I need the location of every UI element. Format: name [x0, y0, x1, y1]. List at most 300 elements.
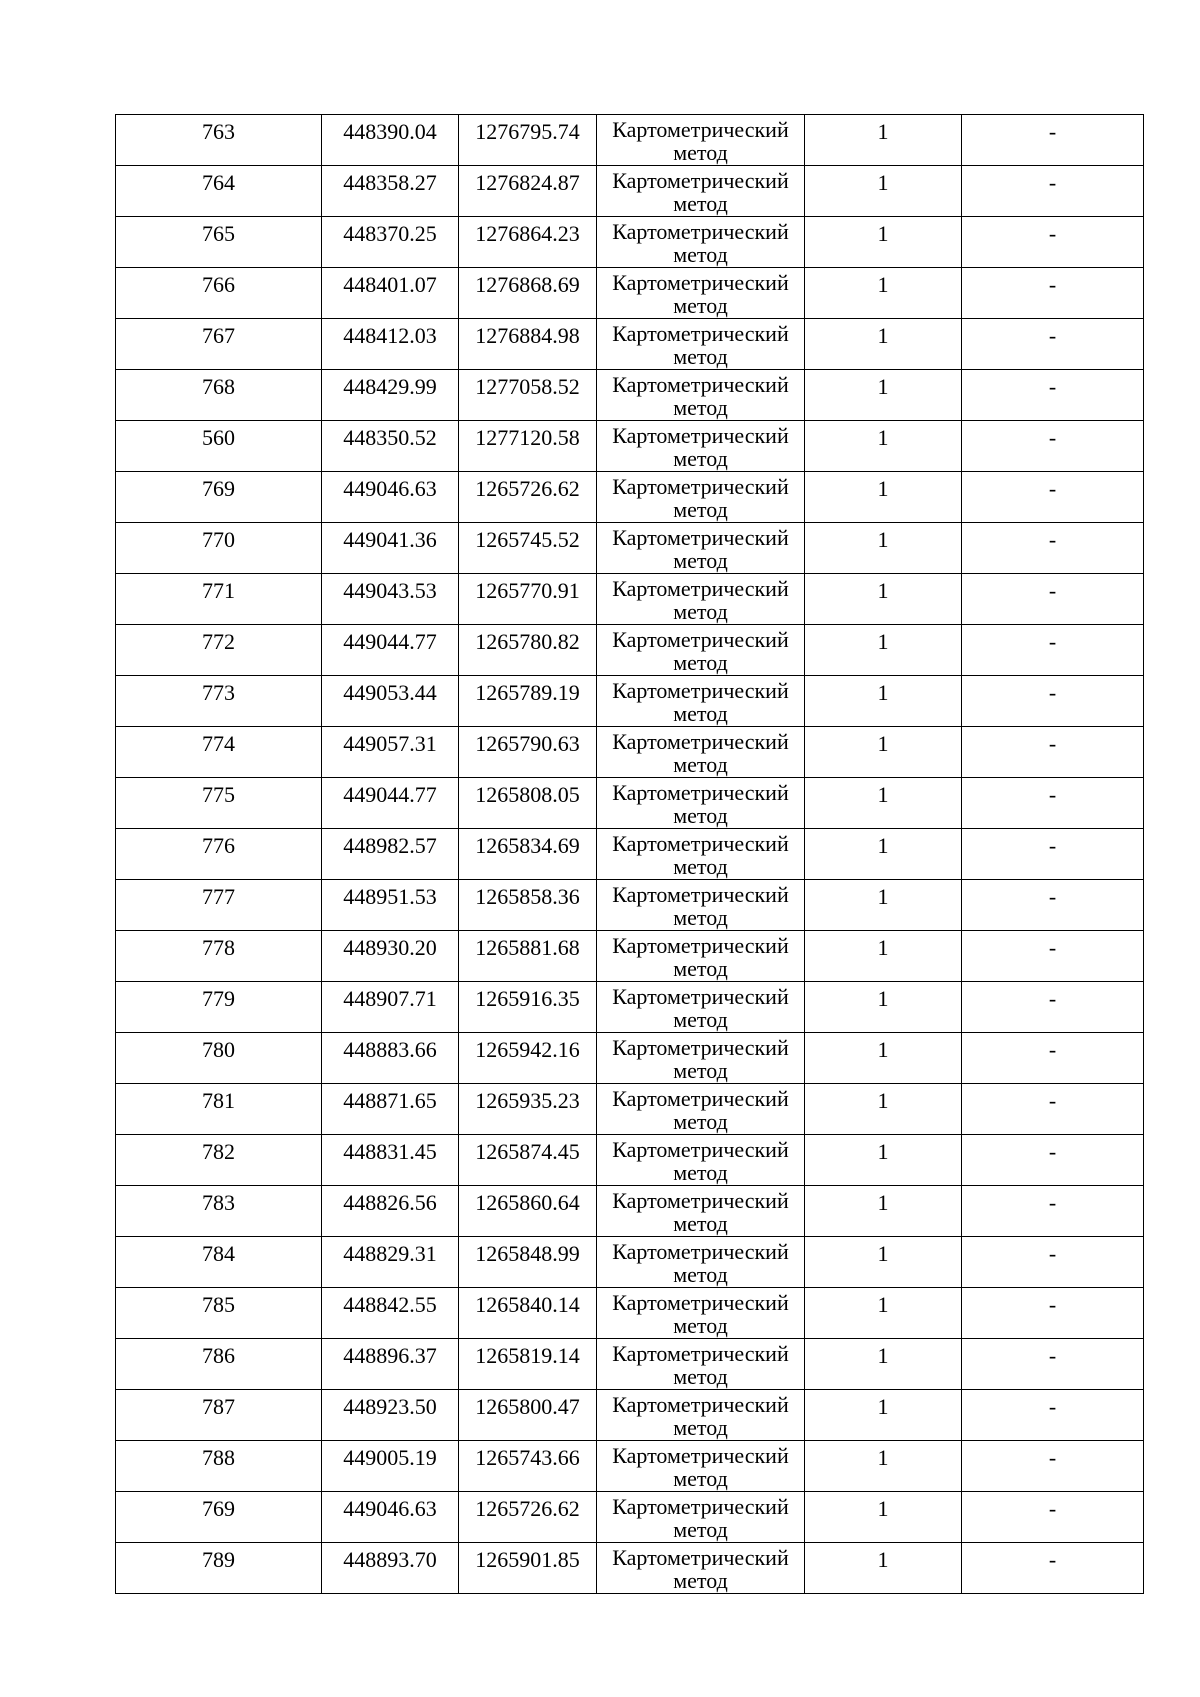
note-cell	[962, 1339, 1144, 1390]
point-number-value: 787	[202, 1394, 235, 1419]
coordinate-y-cell	[459, 1033, 597, 1084]
point-number-cell	[116, 1288, 322, 1339]
point-number-cell	[116, 421, 322, 472]
coordinate-x-value: 448923.50	[343, 1394, 437, 1419]
point-number-cell	[116, 319, 322, 370]
point-number-cell	[116, 1441, 322, 1492]
coordinate-y-value: 1265848.99	[475, 1241, 580, 1266]
accuracy-value: 1	[877, 527, 889, 552]
note-cell	[962, 1237, 1144, 1288]
method-cell	[597, 625, 805, 676]
accuracy-cell	[805, 472, 962, 523]
method-line-1: Картометрический	[612, 1545, 789, 1570]
method-line-1: Картометрический	[612, 525, 789, 550]
method-line-1: Картометрический	[612, 219, 789, 244]
coordinate-y-cell	[459, 574, 597, 625]
method-cell	[597, 523, 805, 574]
note-value: -	[1048, 323, 1057, 348]
point-number-value: 770	[202, 527, 235, 552]
note-cell	[962, 319, 1144, 370]
coordinate-x-cell	[322, 1390, 459, 1441]
note-cell	[962, 1186, 1144, 1237]
method-line-2: метод	[673, 1364, 728, 1389]
method-line-1: Картометрический	[612, 831, 789, 856]
point-number-value: 771	[202, 578, 235, 603]
point-number-value: 783	[202, 1190, 235, 1215]
point-number-cell	[116, 625, 322, 676]
method-text	[597, 268, 804, 317]
point-number-cell	[116, 523, 322, 574]
method-line-1: Картометрический	[612, 1086, 789, 1111]
coordinate-x-cell	[322, 676, 459, 727]
coordinate-x-cell	[322, 1288, 459, 1339]
note-cell	[962, 982, 1144, 1033]
coordinate-x-value: 449057.31	[343, 731, 437, 756]
note-cell	[962, 421, 1144, 472]
accuracy-cell	[805, 421, 962, 472]
table-row	[116, 1084, 1144, 1135]
method-line-2: метод	[673, 1007, 728, 1032]
point-number-cell	[116, 115, 322, 166]
coordinate-x-cell	[322, 217, 459, 268]
accuracy-value: 1	[877, 1496, 889, 1521]
method-line-1: Картометрический	[612, 1035, 789, 1060]
table-row	[116, 523, 1144, 574]
note-value: -	[1048, 425, 1057, 450]
coordinate-x-value: 448951.53	[343, 884, 437, 909]
coordinate-x-value: 448831.45	[343, 1139, 437, 1164]
coordinate-x-value: 448412.03	[343, 323, 437, 348]
method-line-2: метод	[673, 242, 728, 267]
method-line-2: метод	[673, 1415, 728, 1440]
table-row	[116, 931, 1144, 982]
note-value: -	[1048, 1394, 1057, 1419]
method-cell	[597, 115, 805, 166]
coordinate-x-value: 448390.04	[343, 119, 437, 144]
note-cell	[962, 1135, 1144, 1186]
point-number-cell	[116, 931, 322, 982]
note-cell	[962, 1390, 1144, 1441]
method-text	[597, 574, 804, 623]
coordinate-x-cell	[322, 523, 459, 574]
coordinate-x-cell	[322, 319, 459, 370]
method-text	[597, 217, 804, 266]
coordinate-y-cell	[459, 1237, 597, 1288]
accuracy-value: 1	[877, 1394, 889, 1419]
method-text	[597, 676, 804, 725]
accuracy-cell	[805, 1033, 962, 1084]
coordinate-x-value: 448883.66	[343, 1037, 437, 1062]
coordinate-x-value: 449043.53	[343, 578, 437, 603]
method-line-2: метод	[673, 1058, 728, 1083]
coordinate-y-value: 1265858.36	[475, 884, 580, 909]
coordinate-y-cell	[459, 982, 597, 1033]
coordinate-x-value: 448350.52	[343, 425, 437, 450]
coordinate-y-value: 1265789.19	[475, 680, 580, 705]
coordinate-y-value: 1265770.91	[475, 578, 580, 603]
method-line-1: Картометрический	[612, 1137, 789, 1162]
accuracy-cell	[805, 166, 962, 217]
table-row	[116, 472, 1144, 523]
note-value: -	[1048, 1496, 1057, 1521]
method-cell	[597, 1033, 805, 1084]
point-number-cell	[116, 268, 322, 319]
coordinate-y-cell	[459, 931, 597, 982]
method-line-1: Картометрический	[612, 117, 789, 142]
note-value: -	[1048, 680, 1057, 705]
method-text	[597, 1390, 804, 1439]
accuracy-cell	[805, 1390, 962, 1441]
method-cell	[597, 319, 805, 370]
method-line-2: метод	[673, 548, 728, 573]
coordinate-y-value: 1265901.85	[475, 1547, 580, 1572]
accuracy-value: 1	[877, 272, 889, 297]
coordinate-x-cell	[322, 115, 459, 166]
table-row	[116, 1288, 1144, 1339]
accuracy-cell	[805, 370, 962, 421]
method-line-2: метод	[673, 1211, 728, 1236]
point-number-cell	[116, 1135, 322, 1186]
coordinate-y-cell	[459, 1084, 597, 1135]
coordinate-y-value: 1265800.47	[475, 1394, 580, 1419]
method-text	[597, 829, 804, 878]
accuracy-cell	[805, 1186, 962, 1237]
accuracy-cell	[805, 727, 962, 778]
note-cell	[962, 1033, 1144, 1084]
method-text	[597, 982, 804, 1031]
method-line-2: метод	[673, 1160, 728, 1185]
accuracy-cell	[805, 268, 962, 319]
note-cell	[962, 1084, 1144, 1135]
method-line-2: метод	[673, 344, 728, 369]
method-line-1: Картометрический	[612, 1392, 789, 1417]
coordinate-y-cell	[459, 370, 597, 421]
accuracy-value: 1	[877, 221, 889, 246]
table-row	[116, 166, 1144, 217]
point-number-cell	[116, 1237, 322, 1288]
note-value: -	[1048, 1343, 1057, 1368]
method-text	[597, 1441, 804, 1490]
coordinate-y-cell	[459, 676, 597, 727]
coordinate-x-cell	[322, 727, 459, 778]
point-number-value: 776	[202, 833, 235, 858]
accuracy-value: 1	[877, 1139, 889, 1164]
coordinate-x-cell	[322, 1543, 459, 1594]
table-row	[116, 1237, 1144, 1288]
table-row	[116, 829, 1144, 880]
accuracy-cell	[805, 1237, 962, 1288]
coordinate-y-cell	[459, 421, 597, 472]
method-cell	[597, 268, 805, 319]
table-row	[116, 1186, 1144, 1237]
note-cell	[962, 1543, 1144, 1594]
coordinate-x-cell	[322, 1033, 459, 1084]
accuracy-value: 1	[877, 1343, 889, 1368]
coordinate-x-cell	[322, 166, 459, 217]
note-cell	[962, 880, 1144, 931]
coordinate-x-value: 448896.37	[343, 1343, 437, 1368]
note-value: -	[1048, 1445, 1057, 1470]
note-value: -	[1048, 272, 1057, 297]
accuracy-value: 1	[877, 1190, 889, 1215]
point-number-value: 768	[202, 374, 235, 399]
accuracy-cell	[805, 217, 962, 268]
method-cell	[597, 1186, 805, 1237]
table-row	[116, 880, 1144, 931]
coordinate-x-cell	[322, 1135, 459, 1186]
table-row	[116, 370, 1144, 421]
coordinate-y-value: 1265942.16	[475, 1037, 580, 1062]
coordinate-y-value: 1276795.74	[475, 119, 580, 144]
note-value: -	[1048, 119, 1057, 144]
method-line-2: метод	[673, 752, 728, 777]
method-cell	[597, 982, 805, 1033]
coordinate-x-cell	[322, 982, 459, 1033]
point-number-value: 785	[202, 1292, 235, 1317]
note-value: -	[1048, 731, 1057, 756]
point-number-cell	[116, 574, 322, 625]
point-number-value: 763	[202, 119, 235, 144]
method-cell	[597, 931, 805, 982]
coordinate-x-value: 448401.07	[343, 272, 437, 297]
coordinate-x-cell	[322, 778, 459, 829]
method-line-2: метод	[673, 1568, 728, 1593]
coordinate-y-value: 1265860.64	[475, 1190, 580, 1215]
point-number-cell	[116, 370, 322, 421]
point-number-value: 781	[202, 1088, 235, 1113]
note-value: -	[1048, 1190, 1057, 1215]
coordinate-y-value: 1277058.52	[475, 374, 580, 399]
point-number-value: 779	[202, 986, 235, 1011]
method-cell	[597, 1492, 805, 1543]
note-value: -	[1048, 833, 1057, 858]
method-cell	[597, 1390, 805, 1441]
table-row	[116, 319, 1144, 370]
method-line-2: метод	[673, 497, 728, 522]
coordinate-x-value: 449046.63	[343, 1496, 437, 1521]
method-cell	[597, 1339, 805, 1390]
accuracy-cell	[805, 319, 962, 370]
note-cell	[962, 931, 1144, 982]
note-value: -	[1048, 374, 1057, 399]
accuracy-cell	[805, 931, 962, 982]
method-line-2: метод	[673, 446, 728, 471]
table-row	[116, 982, 1144, 1033]
coordinate-x-cell	[322, 574, 459, 625]
method-text	[597, 1543, 804, 1592]
method-line-1: Картометрический	[612, 321, 789, 346]
method-cell	[597, 1543, 805, 1594]
method-line-1: Картометрический	[612, 474, 789, 499]
method-text	[597, 778, 804, 827]
note-value: -	[1048, 170, 1057, 195]
coordinate-y-cell	[459, 1288, 597, 1339]
method-line-2: метод	[673, 1109, 728, 1134]
coordinate-y-cell	[459, 829, 597, 880]
table-row	[116, 625, 1144, 676]
coordinate-y-value: 1277120.58	[475, 425, 580, 450]
accuracy-cell	[805, 1441, 962, 1492]
point-number-value: 777	[202, 884, 235, 909]
coordinate-y-cell	[459, 1543, 597, 1594]
accuracy-cell	[805, 880, 962, 931]
accuracy-cell	[805, 676, 962, 727]
coordinate-y-value: 1265874.45	[475, 1139, 580, 1164]
method-cell	[597, 1135, 805, 1186]
coordinate-x-value: 448907.71	[343, 986, 437, 1011]
coordinate-y-value: 1265743.66	[475, 1445, 580, 1470]
method-cell	[597, 421, 805, 472]
accuracy-cell	[805, 1135, 962, 1186]
accuracy-cell	[805, 1543, 962, 1594]
method-line-1: Картометрический	[612, 984, 789, 1009]
coordinate-x-value: 448829.31	[343, 1241, 437, 1266]
note-cell	[962, 523, 1144, 574]
method-cell	[597, 574, 805, 625]
method-text	[597, 625, 804, 674]
method-cell	[597, 472, 805, 523]
method-text	[597, 931, 804, 980]
coordinate-x-cell	[322, 1339, 459, 1390]
point-number-cell	[116, 1186, 322, 1237]
note-value: -	[1048, 1292, 1057, 1317]
note-cell	[962, 625, 1144, 676]
method-cell	[597, 166, 805, 217]
table-row	[116, 115, 1144, 166]
coordinate-y-value: 1265819.14	[475, 1343, 580, 1368]
accuracy-value: 1	[877, 1241, 889, 1266]
point-number-cell	[116, 217, 322, 268]
coordinate-x-value: 449053.44	[343, 680, 437, 705]
coordinate-y-value: 1265808.05	[475, 782, 580, 807]
table-row	[116, 217, 1144, 268]
note-cell	[962, 676, 1144, 727]
method-line-1: Картометрический	[612, 933, 789, 958]
accuracy-value: 1	[877, 374, 889, 399]
point-number-cell	[116, 1390, 322, 1441]
method-text	[597, 880, 804, 929]
method-line-1: Картометрический	[612, 627, 789, 652]
method-line-2: метод	[673, 140, 728, 165]
point-number-cell	[116, 1084, 322, 1135]
table-row	[116, 1543, 1144, 1594]
note-value: -	[1048, 221, 1057, 246]
accuracy-value: 1	[877, 476, 889, 501]
table-row	[116, 1033, 1144, 1084]
coordinate-x-value: 448358.27	[343, 170, 437, 195]
method-text	[597, 1186, 804, 1235]
method-line-1: Картометрический	[612, 1290, 789, 1315]
table-row	[116, 1390, 1144, 1441]
note-value: -	[1048, 527, 1057, 552]
point-number-value: 773	[202, 680, 235, 705]
coordinate-x-cell	[322, 1237, 459, 1288]
note-value: -	[1048, 1547, 1057, 1572]
point-number-cell	[116, 829, 322, 880]
coordinate-x-cell	[322, 1186, 459, 1237]
note-value: -	[1048, 1241, 1057, 1266]
coordinate-y-cell	[459, 1339, 597, 1390]
coordinate-x-value: 449005.19	[343, 1445, 437, 1470]
method-text	[597, 1084, 804, 1133]
point-number-cell	[116, 1339, 322, 1390]
coordinate-y-cell	[459, 778, 597, 829]
coordinate-y-cell	[459, 472, 597, 523]
method-cell	[597, 829, 805, 880]
point-number-value: 774	[202, 731, 235, 756]
coordinate-x-cell	[322, 1084, 459, 1135]
coordinate-x-value: 449044.77	[343, 782, 437, 807]
note-value: -	[1048, 1139, 1057, 1164]
point-number-value: 766	[202, 272, 235, 297]
table-row	[116, 1492, 1144, 1543]
coordinate-x-cell	[322, 931, 459, 982]
method-line-1: Картометрический	[612, 882, 789, 907]
note-cell	[962, 115, 1144, 166]
point-number-cell	[116, 1033, 322, 1084]
point-number-value: 767	[202, 323, 235, 348]
coordinate-x-value: 448826.56	[343, 1190, 437, 1215]
method-line-2: метод	[673, 1517, 728, 1542]
coordinate-y-cell	[459, 115, 597, 166]
table-row	[116, 1441, 1144, 1492]
note-cell	[962, 829, 1144, 880]
method-text	[597, 1237, 804, 1286]
note-value: -	[1048, 986, 1057, 1011]
point-number-value: 778	[202, 935, 235, 960]
coordinate-x-value: 448871.65	[343, 1088, 437, 1113]
method-line-1: Картометрический	[612, 1443, 789, 1468]
note-value: -	[1048, 476, 1057, 501]
note-cell	[962, 778, 1144, 829]
method-line-2: метод	[673, 803, 728, 828]
coordinate-x-value: 448842.55	[343, 1292, 437, 1317]
accuracy-value: 1	[877, 425, 889, 450]
method-line-1: Картометрический	[612, 270, 789, 295]
method-text	[597, 115, 804, 164]
method-line-2: метод	[673, 650, 728, 675]
point-number-value: 786	[202, 1343, 235, 1368]
table-row	[116, 268, 1144, 319]
coordinate-x-value: 448893.70	[343, 1547, 437, 1572]
coordinate-y-cell	[459, 1492, 597, 1543]
accuracy-cell	[805, 778, 962, 829]
method-line-1: Картометрический	[612, 729, 789, 754]
note-cell	[962, 166, 1144, 217]
coordinate-y-value: 1265790.63	[475, 731, 580, 756]
coordinate-y-cell	[459, 217, 597, 268]
point-number-value: 764	[202, 170, 235, 195]
accuracy-cell	[805, 829, 962, 880]
note-value: -	[1048, 935, 1057, 960]
method-cell	[597, 1288, 805, 1339]
coordinate-x-cell	[322, 1441, 459, 1492]
note-cell	[962, 1288, 1144, 1339]
table-row	[116, 676, 1144, 727]
point-number-cell	[116, 1543, 322, 1594]
method-line-1: Картометрический	[612, 423, 789, 448]
method-text	[597, 1135, 804, 1184]
accuracy-value: 1	[877, 629, 889, 654]
coordinate-y-value: 1265726.62	[475, 1496, 580, 1521]
method-cell	[597, 880, 805, 931]
coordinate-x-value: 449044.77	[343, 629, 437, 654]
point-number-cell	[116, 778, 322, 829]
method-cell	[597, 676, 805, 727]
method-line-2: метод	[673, 956, 728, 981]
note-value: -	[1048, 629, 1057, 654]
point-number-value: 789	[202, 1547, 235, 1572]
